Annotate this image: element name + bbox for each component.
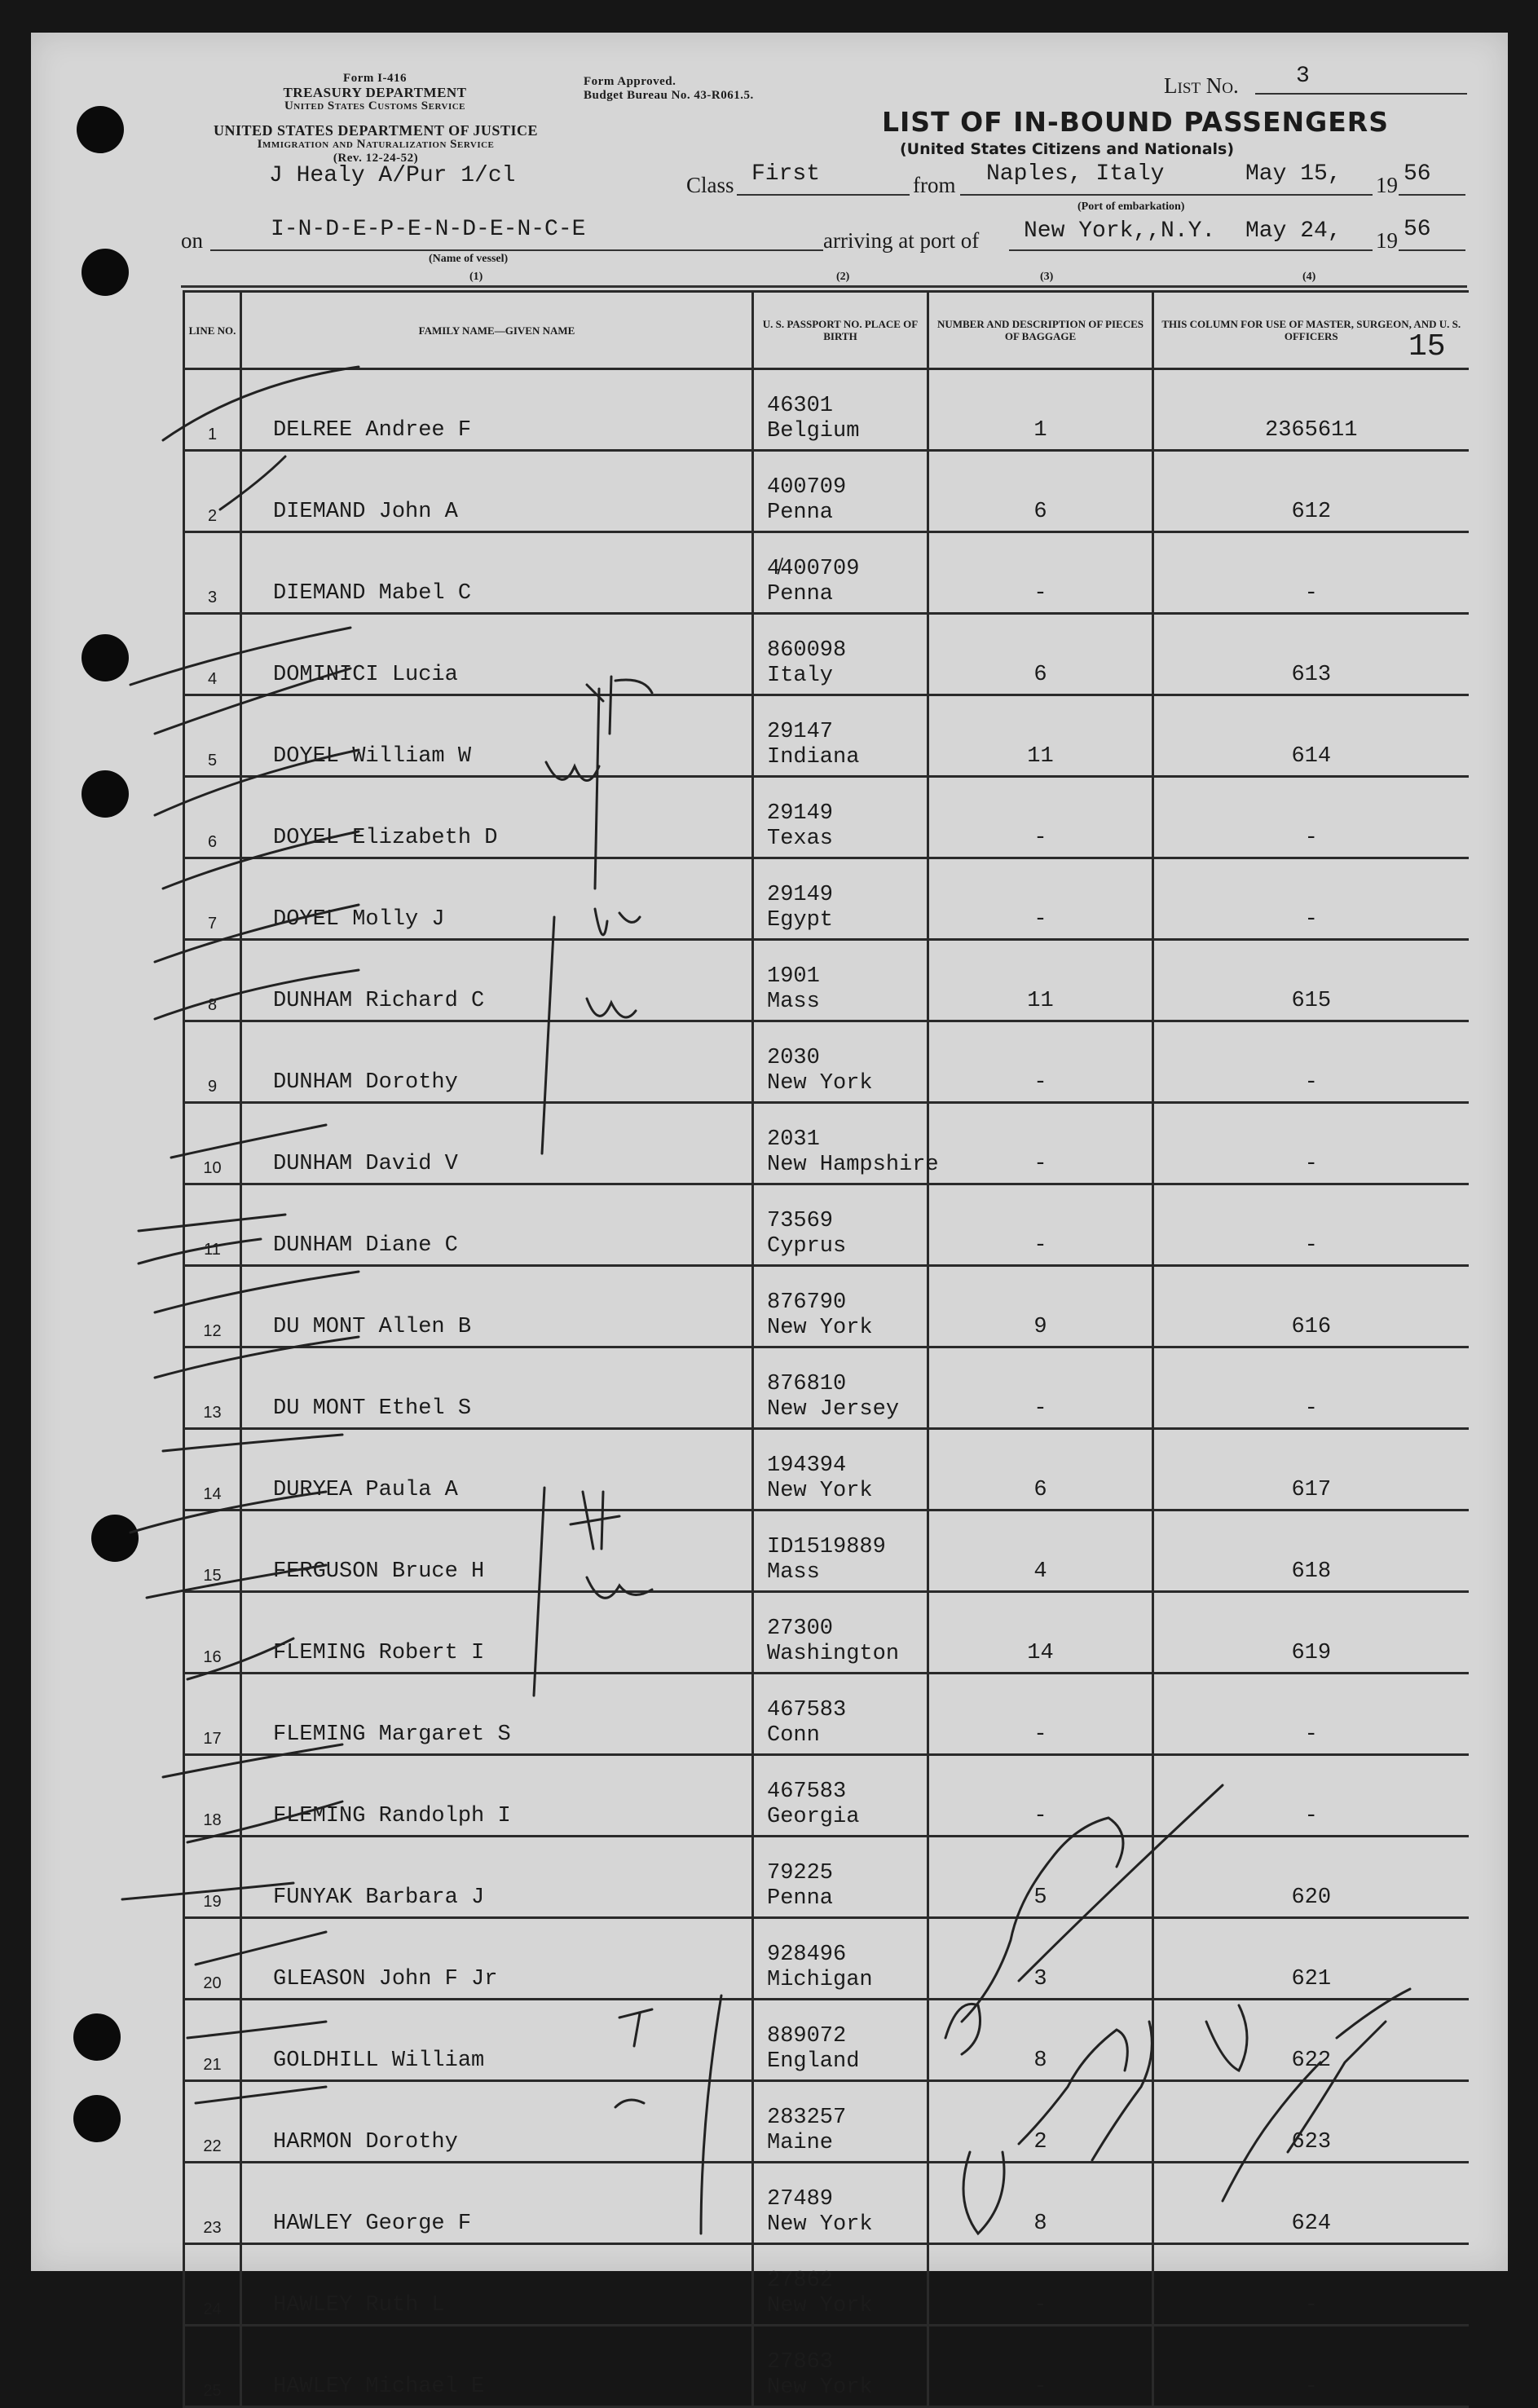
officer-cell: -: [1153, 858, 1469, 940]
form-approved: Form Approved.: [584, 75, 676, 88]
passport-cell: [753, 2081, 928, 2163]
passport-cell: [753, 1918, 928, 2000]
line-number-cell: 16: [184, 1592, 241, 1674]
birthplace: Indiana: [767, 745, 860, 770]
birthplace: Maine: [767, 2131, 834, 2155]
birthplace: England: [767, 2049, 860, 2074]
arr-year-prefix: 19: [1376, 228, 1398, 253]
class-underline: [737, 194, 910, 196]
passport-cell: [753, 1674, 928, 1755]
officer-cell: 624: [1153, 2163, 1469, 2244]
header-rule: [181, 285, 1467, 288]
line-number-cell: 4: [184, 614, 241, 695]
birthplace: Georgia: [767, 1805, 860, 1829]
dep-year-prefix: 19: [1376, 173, 1398, 197]
list-no-label: List No.: [1164, 73, 1239, 98]
port-caption: (Port of embarkation): [1077, 201, 1185, 213]
table-row: [184, 1755, 1469, 1837]
officer-cell: 614: [1153, 695, 1469, 777]
table-row: [184, 1266, 1469, 1347]
passport-cell: [753, 1347, 928, 1429]
passenger-name-cell: HAWLEY Michael E: [241, 2326, 753, 2407]
table-row: [184, 2000, 1469, 2081]
passport-number: 27300: [767, 1616, 834, 1641]
passenger-name-cell: DUNHAM Richard C: [241, 940, 753, 1021]
col-line-no: LINE NO.: [184, 292, 241, 369]
arrival-port: New York,,N.Y.: [1024, 218, 1216, 244]
dep-year-underline: [1399, 194, 1465, 196]
table-row: [184, 1592, 1469, 1674]
department: TREASURY DEPARTMENT: [283, 85, 467, 100]
budget-bureau: Budget Bureau No. 43-R061.5.: [584, 89, 754, 102]
colnum-1: (1): [469, 271, 483, 283]
baggage-cell: 8: [928, 2163, 1153, 2244]
passport-cell: [753, 2000, 928, 2081]
table-header-row: [184, 292, 1469, 369]
form-number: Form I-416: [343, 72, 407, 85]
line-number-cell: 14: [184, 1429, 241, 1511]
baggage-cell: 6: [928, 1429, 1153, 1511]
passport-number: ID1519889: [767, 1535, 886, 1559]
passport-cell: [753, 695, 928, 777]
passport-number: 79225: [767, 1861, 834, 1885]
binder-hole: [82, 770, 129, 818]
birthplace: Italy: [767, 664, 834, 688]
arrival-date: May 24,: [1245, 218, 1342, 244]
colnum-2: (2): [836, 271, 850, 283]
officer-cell: 619: [1153, 1592, 1469, 1674]
baggage-cell: -: [928, 1347, 1153, 1429]
binder-hole: [82, 634, 129, 681]
line-number-cell: 17: [184, 1674, 241, 1755]
customs-service: United States Customs Service: [284, 99, 466, 112]
birthplace: Egypt: [767, 908, 834, 933]
table-row: [184, 614, 1469, 695]
arr-year: 56: [1404, 217, 1431, 242]
justice-header: [186, 124, 566, 165]
baggage-cell: -: [928, 2244, 1153, 2326]
passport-number: 29147: [767, 720, 834, 744]
passport-cell: [753, 777, 928, 858]
passport-cell: [753, 940, 928, 1021]
birthplace: Washington: [767, 1642, 900, 1666]
colnum-4: (4): [1302, 271, 1316, 283]
officer-cell: 620: [1153, 1837, 1469, 1918]
passport-number: 400709: [767, 475, 847, 500]
baggage-cell: 3: [928, 1918, 1153, 2000]
table-row: [184, 1674, 1469, 1755]
birthplace: Penna: [767, 1886, 834, 1911]
officer-cell: 2365611: [1153, 369, 1469, 451]
line-number-cell: 8: [184, 940, 241, 1021]
passenger-name-cell: FLEMING Margaret S: [241, 1674, 753, 1755]
officer-cell: 616: [1153, 1266, 1469, 1347]
passport-number: 928496: [767, 1943, 847, 1967]
officer-cell: -: [1153, 1103, 1469, 1184]
list-no-underline: [1255, 93, 1467, 95]
line-number-cell: 21: [184, 2000, 241, 2081]
officer-cell: -: [1153, 777, 1469, 858]
baggage-cell: 8: [928, 2000, 1153, 2081]
table-row: [184, 1103, 1469, 1184]
table-row: [184, 2081, 1469, 2163]
baggage-cell: 1: [928, 369, 1153, 451]
binder-hole: [91, 1515, 139, 1562]
birthplace: New York: [767, 2294, 873, 2318]
baggage-cell: 14: [928, 1592, 1153, 1674]
birthplace: Penna: [767, 501, 834, 525]
officer-cell: -: [1153, 2244, 1469, 2326]
passport-cell: [753, 858, 928, 940]
vessel-underline: [210, 249, 823, 251]
passport-number: 27862: [767, 2269, 834, 2293]
baggage-cell: -: [928, 777, 1153, 858]
passport-cell: [753, 1103, 939, 1184]
birthplace: New York: [767, 1071, 873, 1096]
baggage-cell: 9: [928, 1266, 1153, 1347]
binder-hole: [73, 2095, 121, 2142]
line-number-cell: 23: [184, 2163, 241, 2244]
birthplace: Conn: [767, 1723, 820, 1748]
corner-mark: 15: [1408, 329, 1446, 364]
colnum-3: (3): [1040, 271, 1054, 283]
passport-cell: [753, 1592, 928, 1674]
col-family-name: FAMILY NAME—GIVEN NAME: [241, 292, 753, 369]
line-number-cell: 15: [184, 1511, 241, 1592]
line-number-cell: 22: [184, 2081, 241, 2163]
table-row: [184, 1429, 1469, 1511]
col-officers: THIS COLUMN FOR USE OF MASTER, SURGEON, AND U. S. OFFICERS: [1153, 292, 1469, 369]
passport-cell: [753, 369, 928, 451]
passenger-name-cell: DIEMAND Mabel C: [241, 532, 753, 614]
officer-cell: 618: [1153, 1511, 1469, 1592]
passenger-name-cell: FLEMING Robert I: [241, 1592, 753, 1674]
passport-number: 889072: [767, 2024, 847, 2049]
passenger-name-cell: DU MONT Allen B: [241, 1266, 753, 1347]
passport-cell: [753, 451, 928, 532]
baggage-cell: 2: [928, 2081, 1153, 2163]
passport-number: 27489: [767, 2187, 834, 2212]
table-row: [184, 451, 1469, 532]
line-number-cell: 5: [184, 695, 241, 777]
passport-cell: [753, 1755, 928, 1837]
line-number-cell: 20: [184, 1918, 241, 2000]
passport-number: 876790: [767, 1290, 847, 1315]
arrival-underline: [1009, 249, 1373, 251]
passenger-name-cell: GLEASON John F Jr: [241, 1918, 753, 2000]
passport-cell: [753, 614, 928, 695]
dep-year: 56: [1404, 161, 1431, 187]
passenger-name-cell: DOMINICI Lucia: [241, 614, 753, 695]
binder-hole: [73, 2013, 121, 2061]
baggage-cell: -: [928, 1674, 1153, 1755]
baggage-cell: 5: [928, 1837, 1153, 1918]
passenger-name-cell: FLEMING Randolph I: [241, 1755, 753, 1837]
line-number-cell: 7: [184, 858, 241, 940]
birthplace: Mass: [767, 1560, 820, 1585]
birthplace: New York: [767, 2375, 873, 2400]
officer-cell: 617: [1153, 1429, 1469, 1511]
line-number-cell: 2: [184, 451, 241, 532]
baggage-cell: -: [928, 858, 1153, 940]
table-row: [184, 532, 1469, 614]
line-number-cell: 19: [184, 1837, 241, 1918]
table-row: [184, 2244, 1469, 2326]
col-baggage: NUMBER AND DESCRIPTION OF PIECES OF BAGGAGE: [928, 292, 1153, 369]
passenger-name-cell: DOYEL William W: [241, 695, 753, 777]
passport-cell: [753, 532, 928, 614]
officer-cell: -: [1153, 1184, 1469, 1266]
table-row: [184, 1837, 1469, 1918]
passport-number: 2031: [767, 1127, 820, 1152]
form-header-left: [204, 72, 546, 113]
passenger-name-cell: HAWLEY George F: [241, 2163, 753, 2244]
officer-cell: -: [1153, 1755, 1469, 1837]
list-no-value: 3: [1296, 64, 1310, 89]
binder-hole: [82, 249, 129, 296]
baggage-cell: -: [928, 1184, 1153, 1266]
line-number-cell: 25: [184, 2326, 241, 2407]
baggage-cell: 11: [928, 695, 1153, 777]
binder-hole: [77, 106, 124, 153]
table-row: [184, 1511, 1469, 1592]
line-number-cell: 11: [184, 1184, 241, 1266]
passenger-name-cell: DU MONT Ethel S: [241, 1347, 753, 1429]
officer-cell: 623: [1153, 2081, 1469, 2163]
birthplace: New York: [767, 2212, 873, 2237]
passport-number: 73569: [767, 1209, 834, 1233]
baggage-cell: -: [928, 1755, 1153, 1837]
officer-cell: -: [1153, 532, 1469, 614]
passport-number: 29149: [767, 883, 834, 907]
passport-number: 1901: [767, 964, 820, 989]
birthplace: New York: [767, 1316, 873, 1340]
line-number-cell: 9: [184, 1021, 241, 1103]
baggage-cell: -: [928, 1103, 1153, 1184]
passport-cell: [753, 1184, 928, 1266]
baggage-cell: 6: [928, 614, 1153, 695]
line-number-cell: 24: [184, 2244, 241, 2326]
passport-cell: [753, 2244, 928, 2326]
passenger-name-cell: DURYEA Paula A: [241, 1429, 753, 1511]
line-number-cell: 3: [184, 532, 241, 614]
from-label: from: [913, 173, 956, 197]
passport-number: 29149: [767, 801, 834, 826]
birthplace: Penna: [767, 582, 834, 606]
line-number-cell: 10: [184, 1103, 241, 1184]
passenger-name-cell: DOYEL Elizabeth D: [241, 777, 753, 858]
passenger-name-cell: DIEMAND John A: [241, 451, 753, 532]
passport-number: 4̸400709: [767, 557, 860, 581]
passport-cell: [753, 1429, 928, 1511]
birthplace: Mass: [767, 990, 820, 1014]
table-row: [184, 777, 1469, 858]
passport-cell: [753, 1837, 928, 1918]
line-number-cell: 6: [184, 777, 241, 858]
from-underline: [960, 194, 1373, 196]
page-title: LIST OF IN-BOUND PASSENGERS: [882, 106, 1389, 138]
class-label: Class: [686, 173, 734, 197]
officer-cell: -: [1153, 1674, 1469, 1755]
table-row: [184, 695, 1469, 777]
officer-cell: 621: [1153, 1918, 1469, 2000]
embarkation-port: Naples, Italy: [986, 161, 1165, 187]
class-value: First: [751, 161, 821, 187]
line-number-cell: 13: [184, 1347, 241, 1429]
line-number-cell: 12: [184, 1266, 241, 1347]
table-row: [184, 2163, 1469, 2244]
arr-year-underline: [1399, 249, 1465, 251]
birthplace: Michigan: [767, 1968, 873, 1992]
table-row: [184, 1347, 1469, 1429]
table-row: [184, 1021, 1469, 1103]
passport-number: 860098: [767, 638, 847, 663]
passport-number: 467583: [767, 1780, 847, 1804]
baggage-cell: -: [928, 2326, 1153, 2407]
passport-number: 194394: [767, 1453, 847, 1478]
birthplace: New Hampshire: [767, 1153, 939, 1177]
officer-cell: 612: [1153, 451, 1469, 532]
revision: (Rev. 12-24-52): [333, 152, 419, 165]
officer-cell: -: [1153, 2326, 1469, 2407]
page-subtitle: (United States Citizens and Nationals): [900, 140, 1235, 158]
table-row: [184, 858, 1469, 940]
officer-cell: -: [1153, 1347, 1469, 1429]
col-passport: U. S. PASSPORT NO. PLACE OF BIRTH: [753, 292, 928, 369]
baggage-cell: 6: [928, 451, 1153, 532]
departure-date: May 15,: [1245, 161, 1342, 187]
baggage-cell: -: [928, 1021, 1153, 1103]
officer-cell: 615: [1153, 940, 1469, 1021]
passport-cell: [753, 2326, 928, 2407]
passenger-name-cell: HARMON Dorothy: [241, 2081, 753, 2163]
on-label: on: [181, 228, 203, 253]
passport-number: 2030: [767, 1046, 820, 1070]
passenger-name-cell: FERGUSON Bruce H: [241, 1511, 753, 1592]
passport-number: 467583: [767, 1698, 847, 1722]
passenger-name-cell: DOYEL Molly J: [241, 858, 753, 940]
passport-cell: [753, 2163, 928, 2244]
officer-cell: 613: [1153, 614, 1469, 695]
passenger-name-cell: HAWLEY Ruth L: [241, 2244, 753, 2326]
officer-cell: 622: [1153, 2000, 1469, 2081]
ins-service: Immigration and Naturalization Service: [257, 138, 495, 151]
baggage-cell: 11: [928, 940, 1153, 1021]
passenger-name-cell: FUNYAK Barbara J: [241, 1837, 753, 1918]
passenger-name-cell: DUNHAM Dorothy: [241, 1021, 753, 1103]
table-row: [184, 1918, 1469, 2000]
baggage-cell: -: [928, 532, 1153, 614]
passport-number: 46301: [767, 394, 834, 418]
passport-number: 876810: [767, 1372, 847, 1396]
table-row: [184, 940, 1469, 1021]
birthplace: New York: [767, 1479, 873, 1503]
officer-cell: -: [1153, 1021, 1469, 1103]
vessel-caption: (Name of vessel): [429, 253, 509, 265]
passport-cell: [753, 1266, 928, 1347]
arriving-label: arriving at port of: [823, 228, 980, 253]
birthplace: Texas: [767, 827, 834, 851]
table-row: [184, 369, 1469, 451]
justice-dept: UNITED STATES DEPARTMENT OF JUSTICE: [214, 122, 538, 139]
purser-note: J Healy A/Pur 1/cl: [269, 163, 516, 188]
passenger-name-cell: DUNHAM Diane C: [241, 1184, 753, 1266]
baggage-cell: 4: [928, 1511, 1153, 1592]
vessel-name: I-N-D-E-P-E-N-D-E-N-C-E: [271, 217, 586, 242]
birthplace: New Jersey: [767, 1397, 900, 1422]
passport-cell: [753, 1021, 928, 1103]
line-number-cell: 1: [184, 369, 241, 451]
passenger-name-cell: DELREE Andree F: [241, 369, 753, 451]
passport-number: 283257: [767, 2106, 847, 2130]
birthplace: Cyprus: [767, 1234, 847, 1259]
line-number-cell: 18: [184, 1755, 241, 1837]
passenger-name-cell: DUNHAM David V: [241, 1103, 753, 1184]
table-row: [184, 2326, 1469, 2407]
form-approved-block: [584, 75, 754, 103]
passenger-name-cell: GOLDHILL William: [241, 2000, 753, 2081]
passport-cell: [753, 1511, 928, 1592]
birthplace: Belgium: [767, 419, 860, 443]
table-row: [184, 1184, 1469, 1266]
passport-number: 27863: [767, 2350, 834, 2375]
passenger-table: [183, 290, 1469, 2408]
